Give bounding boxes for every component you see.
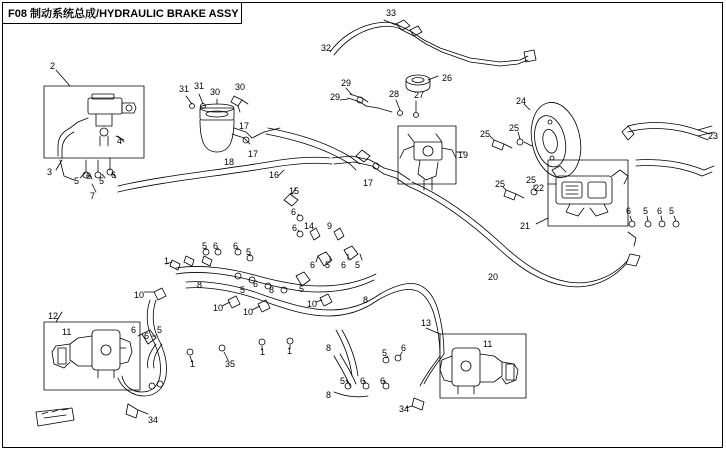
- callout-8e: 8: [326, 390, 332, 400]
- callout-31b: 31: [194, 81, 205, 91]
- callout-1d: 1: [287, 346, 293, 356]
- callout-9: 9: [327, 221, 333, 231]
- callout-5j: 5: [299, 284, 305, 294]
- callout-13: 13: [421, 318, 432, 328]
- callout-33: 33: [386, 8, 397, 18]
- callout-29a: 29: [341, 78, 352, 88]
- callout-11a: 11: [62, 327, 72, 337]
- callout-19: 19: [458, 150, 469, 160]
- brake-disc-24: [524, 98, 587, 182]
- brake-lines-upper: [118, 128, 410, 206]
- callout-3: 3: [47, 167, 53, 177]
- hose-23: [622, 123, 714, 176]
- caliper-left-11: [52, 327, 132, 378]
- fittings-29: [340, 88, 392, 112]
- callout-1a: 1: [164, 256, 170, 266]
- bolts-1-35: [166, 256, 293, 362]
- callout-5h: 5: [355, 260, 361, 270]
- callout-34b: 34: [148, 415, 159, 425]
- callout-8d: 8: [326, 343, 332, 353]
- callout-5m: 5: [340, 376, 346, 386]
- callout-6a: 6: [86, 171, 92, 181]
- callout-27: 27: [414, 90, 425, 100]
- callout-24: 24: [516, 96, 527, 106]
- callout-8b: 8: [269, 285, 275, 295]
- callout-15: 15: [289, 186, 300, 196]
- callout-22: 22: [534, 183, 545, 193]
- callout-6d: 6: [657, 206, 663, 216]
- callout-21: 21: [520, 221, 531, 231]
- bolts-25-lower: [503, 185, 537, 200]
- callout-1c: 1: [260, 347, 266, 357]
- callout-30a: 30: [210, 87, 221, 97]
- callout-6g: 6: [213, 241, 219, 251]
- callout-6j: 6: [341, 260, 347, 270]
- callout-5e: 5: [202, 241, 208, 251]
- callout-29b: 29: [330, 92, 341, 102]
- callout-16: 16: [269, 170, 280, 180]
- callout-12: 12: [48, 311, 59, 321]
- callout-5d: 5: [669, 206, 675, 216]
- master-cylinder-assy: [58, 94, 136, 180]
- callout-8a: 8: [197, 280, 203, 290]
- callout-10b: 10: [213, 303, 224, 313]
- callout-10d: 10: [307, 299, 318, 309]
- callout-6e: 6: [291, 207, 297, 217]
- callout-6l: 6: [131, 325, 137, 335]
- callout-6p: 6: [380, 376, 386, 386]
- callout-17a: 17: [239, 121, 250, 131]
- hose-right-caliper: [334, 352, 444, 410]
- callout-6f: 6: [292, 223, 298, 233]
- callout-5c: 5: [643, 206, 649, 216]
- callout-5b: 5: [99, 176, 105, 186]
- page-title: F08 制动系统总成/HYDRAULIC BRAKE ASSY: [8, 7, 239, 20]
- callout-2: 2: [50, 61, 56, 71]
- callout-20: 20: [488, 272, 499, 282]
- callout-6i: 6: [310, 260, 316, 270]
- callout-6o: 6: [360, 376, 366, 386]
- callout-31a: 31: [179, 84, 190, 94]
- callout-5f: 5: [246, 247, 252, 257]
- callout-5g: 5: [325, 260, 331, 270]
- caliper-right-11: [440, 348, 518, 394]
- callout-5l: 5: [382, 348, 388, 358]
- brake-pedal-assy: [400, 134, 456, 190]
- callout-14: 14: [304, 221, 315, 231]
- callout-17b: 17: [248, 149, 259, 159]
- callout-5i: 5: [240, 285, 246, 295]
- bolts-25-upper: [490, 132, 532, 150]
- callout-26: 26: [442, 73, 453, 83]
- callout-28: 28: [389, 89, 400, 99]
- callout-25c: 25: [495, 179, 506, 189]
- callout-25b: 25: [509, 123, 520, 133]
- hose-left-caliper: [118, 330, 166, 418]
- callout-7: 7: [90, 191, 96, 201]
- callout-4: 4: [117, 136, 123, 146]
- callout-10a: 10: [134, 290, 145, 300]
- callout-10c: 10: [243, 307, 254, 317]
- callout-34a: 34: [399, 404, 410, 414]
- callout-6b: 6: [111, 170, 117, 180]
- fittings-27-28: [396, 100, 419, 118]
- callout-5k: 5: [157, 325, 163, 335]
- abs-module-22: [548, 166, 628, 216]
- callout-6m: 6: [144, 331, 150, 341]
- callout-8c: 8: [363, 295, 369, 305]
- callout-11b: 11: [483, 339, 493, 349]
- callout-6c: 6: [626, 206, 632, 216]
- callout-30b: 30: [235, 82, 246, 92]
- callout-32: 32: [321, 43, 332, 53]
- callout-35: 35: [225, 359, 236, 369]
- callout-17c: 17: [363, 178, 374, 188]
- callout-18: 18: [224, 157, 235, 167]
- callout-5a: 5: [74, 176, 80, 186]
- pads-icon-left: [36, 408, 74, 426]
- callout-6n: 6: [401, 343, 407, 353]
- leaders-left: [56, 136, 124, 192]
- callout-1b: 1: [190, 359, 196, 369]
- callout-25a: 25: [480, 129, 491, 139]
- callout-25d: 25: [526, 175, 537, 185]
- callout-6h: 6: [233, 241, 239, 251]
- bolts-under-21: [628, 216, 679, 246]
- callout-23: 23: [708, 131, 719, 141]
- hose-33-32: [330, 20, 536, 66]
- callout-6k: 6: [253, 279, 259, 289]
